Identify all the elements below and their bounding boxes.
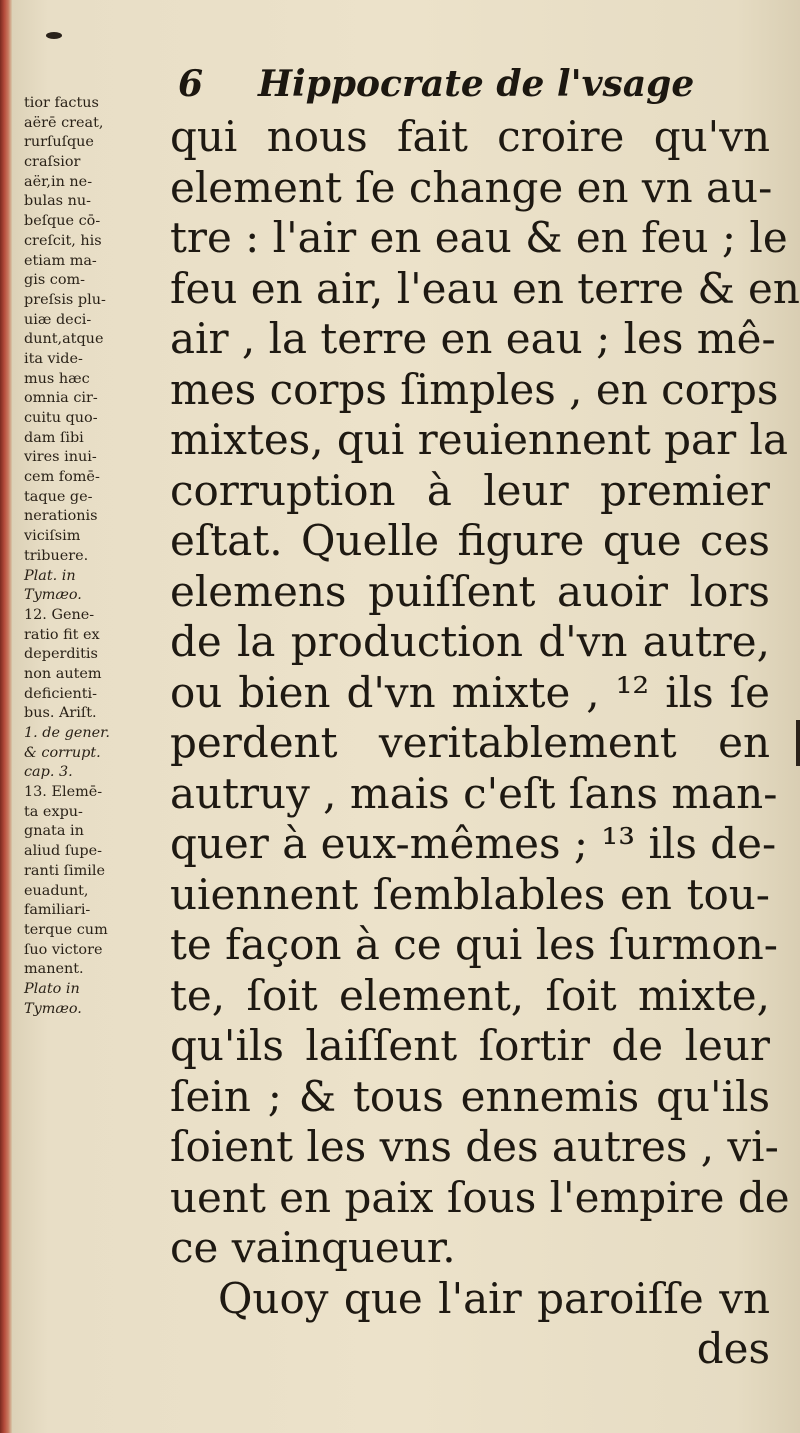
- margin-note-line: gis com-: [24, 272, 86, 289]
- margin-citation: Tymæo.: [24, 1000, 82, 1017]
- margin-note-line: tribuere.: [24, 547, 89, 564]
- margin-note-line: manent.: [24, 961, 84, 978]
- margin-note-line: euadunt,: [24, 882, 89, 899]
- margin-note-line: dunt,atque: [24, 331, 104, 348]
- margin-note-line: non autem: [24, 665, 102, 682]
- margin-note-line: bulas nu-: [24, 193, 92, 210]
- body-line: uiennent ſemblables en tou-: [170, 869, 770, 919]
- body-line: element ſe change en vn au-: [170, 162, 773, 212]
- margin-note-line: uiæ deci-: [24, 311, 92, 328]
- body-line: corruption à leur premier: [170, 465, 770, 515]
- margin-note-line: ſuo victore: [24, 941, 103, 958]
- margin-note-line: taque ge-: [24, 488, 93, 505]
- margin-note-line: 12. Gene-: [24, 606, 95, 623]
- margin-citation: Plat. in: [24, 567, 76, 584]
- margin-note-line: ta expu-: [24, 803, 83, 820]
- body-line: mes corps ſimples , en corps: [170, 364, 779, 414]
- body-line: uent en paix ſous l'empire de: [170, 1172, 790, 1222]
- margin-note-line: 13. Elemē-: [24, 784, 103, 801]
- margin-note-line: aliud ſupe-: [24, 843, 103, 860]
- margin-citation: cap. 3.: [24, 764, 73, 781]
- margin-note-line: aërē creat,: [24, 114, 104, 131]
- body-line: qu'ils laiſſent ſortir de leur: [170, 1021, 770, 1070]
- body-line: qui nous fait croire qu'vn: [170, 112, 770, 161]
- margin-note-line: gnata in: [24, 823, 84, 840]
- margin-note-line: dam ſibi: [24, 429, 84, 446]
- body-line: quer à eux-mêmes ; ¹³ ils de-: [170, 819, 777, 868]
- margin-note-line: ranti ſimile: [24, 862, 105, 879]
- body-line: eſtat. Quelle figure que ces: [170, 516, 770, 565]
- running-title: Hippocrate de l'vsage: [258, 63, 695, 105]
- body-line: te façon à ce qui les ſurmon-: [170, 920, 778, 969]
- body-line: ſoient les vns des autres , vi-: [170, 1122, 779, 1171]
- margin-note-line: etiam ma-: [24, 252, 97, 269]
- margin-note-line: preſsis plu-: [24, 291, 106, 308]
- body-line: feu en air, l'eau en terre & en: [170, 263, 800, 313]
- body-line: ou bien d'vn mixte , ¹² ils ſe: [170, 667, 770, 717]
- margin-note-line: omnia cir-: [24, 390, 98, 407]
- margin-note-line: ratio fit ex: [24, 626, 100, 643]
- body-line: ce vainqueur.: [170, 1223, 456, 1272]
- margin-note-line: mus hæc: [24, 370, 90, 387]
- margin-citation: 1. de gener.: [24, 725, 110, 741]
- margin-note-line: deperditis: [24, 646, 98, 663]
- margin-note-line: nerationis: [24, 508, 98, 525]
- margin-note-line: rurſuſque: [24, 134, 94, 151]
- body-line: Quoy que l'air paroiſſe vn: [218, 1273, 770, 1323]
- body-line: perdent veritablement en: [170, 718, 770, 767]
- ink-blot: [46, 32, 62, 39]
- margin-note-line: bus. Ariſt.: [24, 705, 97, 722]
- margin-citation: & corrupt.: [24, 744, 101, 761]
- body-line: mixtes, qui reuiennent par la: [170, 415, 788, 464]
- margin-note-line: cuitu quo-: [24, 410, 98, 426]
- margin-citation: Plato in: [24, 980, 80, 997]
- margin-note-line: cem fomē-: [24, 469, 100, 486]
- margin-citation: Tymæo.: [24, 587, 82, 604]
- margin-note-line: beſque cō-: [24, 213, 101, 230]
- page-number: 6: [178, 63, 204, 105]
- page-edge-mark: [796, 720, 800, 766]
- body-line: autruy , mais c'eſt ſans man-: [170, 768, 778, 818]
- margin-note-line: tior factus: [24, 95, 99, 111]
- margin-note-line: vires inui-: [24, 449, 97, 466]
- body-line: ſein ; & tous ennemis qu'ils: [170, 1071, 770, 1121]
- body-text: [170, 112, 800, 1375]
- marginal-notes: [24, 94, 164, 1019]
- binding-edge: [0, 0, 12, 1433]
- body-line: tre : l'air en eau & en feu ; le: [170, 213, 788, 262]
- running-header: [178, 60, 738, 108]
- body-line: te, ſoit element, ſoit mixte,: [170, 970, 770, 1020]
- margin-note-line: terque cum: [24, 921, 108, 938]
- margin-note-line: craſsior: [24, 154, 81, 171]
- catchword: des: [696, 1324, 770, 1373]
- body-line: air , la terre en eau ; les mê-: [170, 314, 776, 363]
- body-line: de la production d'vn autre,: [170, 617, 770, 666]
- margin-note-line: familiari-: [24, 902, 91, 919]
- margin-note-line: deficienti-: [24, 685, 98, 702]
- margin-note-line: ita vide-: [24, 350, 83, 367]
- body-line: elemens puiſſent auoir lors: [170, 566, 770, 616]
- margin-note-line: viciſsim: [24, 528, 81, 545]
- margin-note-line: creſcit, his: [24, 232, 102, 249]
- margin-note-line: aër,in ne-: [24, 173, 93, 190]
